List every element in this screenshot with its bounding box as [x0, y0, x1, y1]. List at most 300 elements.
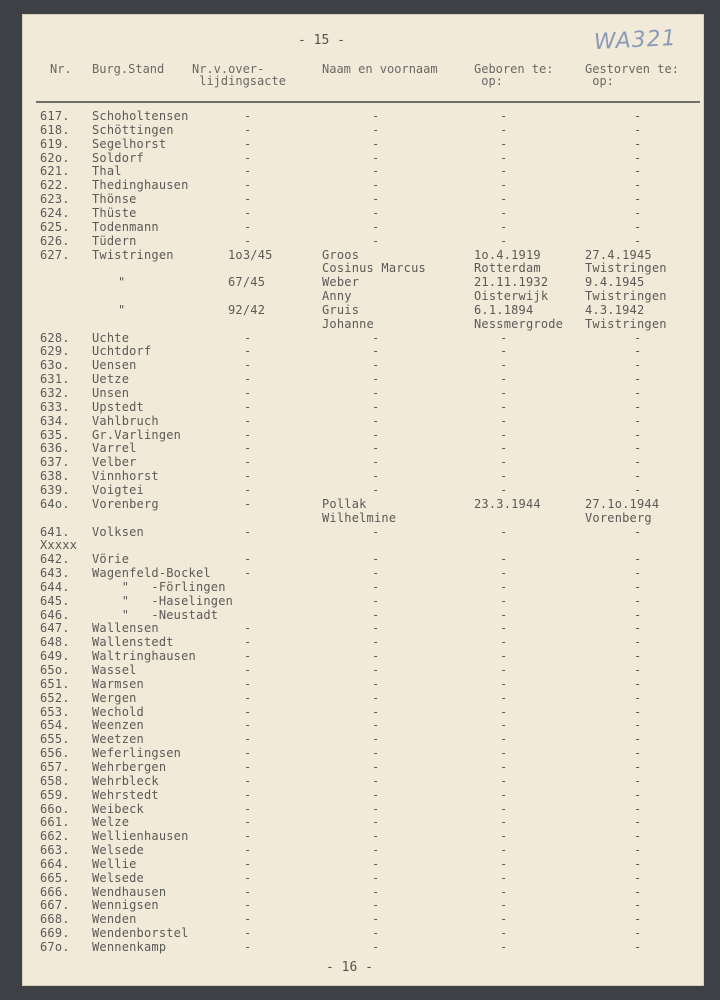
row-naam: - [372, 358, 380, 373]
row-akte: - [244, 815, 252, 830]
row-gestorven: - [634, 192, 642, 207]
row-akte: - [244, 940, 252, 954]
row-gestorven: 9.4.1945 [585, 275, 645, 290]
row-gestorven: - [634, 150, 642, 165]
row-geboren: - [500, 205, 508, 220]
row-number: 621. [40, 164, 70, 179]
row-place: Varrel [92, 441, 137, 456]
row-place: Welze [92, 815, 130, 830]
row-geboren: - [500, 358, 508, 373]
row-number: 67o. [40, 940, 70, 954]
row-naam: Anny [322, 289, 352, 304]
header-rule [36, 101, 700, 103]
row-number: 652. [40, 690, 70, 705]
row-geboren: - [500, 912, 508, 927]
row-naam: - [372, 621, 380, 636]
row-akte: - [244, 178, 252, 193]
row-geboren: - [500, 787, 508, 802]
row-place: Vorenberg [92, 496, 159, 511]
row-naam: - [372, 178, 380, 193]
row-naam: - [372, 441, 380, 456]
row-akte: - [244, 829, 252, 844]
row-number: 662. [40, 829, 70, 844]
row-place: Wehrbleck [92, 773, 159, 788]
row-gestorven: 27.4.1945 [585, 247, 652, 262]
row-place: Wassel [92, 663, 137, 677]
row-number: 659. [40, 787, 70, 802]
row-naam: - [372, 469, 380, 484]
row-akte: - [244, 413, 252, 428]
row-place: " [118, 275, 126, 290]
row-place: Uchtdorf [92, 344, 152, 359]
row-akte: - [244, 732, 252, 747]
row-number: 63o. [40, 358, 70, 373]
row-number: 641. [40, 524, 70, 539]
row-naam: - [372, 787, 380, 802]
header-naam: Naam en voornaam [322, 62, 438, 76]
row-number: 669. [40, 926, 70, 941]
row-number: 631. [40, 372, 70, 387]
row-number: 643. [40, 566, 70, 581]
row-akte: - [244, 469, 252, 484]
row-number: 65o. [40, 663, 70, 677]
row-gestorven: - [634, 164, 642, 179]
handwritten-reference: WA321 [593, 25, 678, 56]
row-akte: - [244, 801, 252, 816]
row-geboren: - [500, 372, 508, 387]
row-naam: - [372, 219, 380, 234]
row-naam: - [372, 122, 380, 137]
row-gestorven: - [634, 427, 642, 442]
row-place: Weferlingsen [92, 746, 182, 761]
row-place: " -Förlingen [92, 579, 226, 594]
row-akte: - [244, 524, 252, 539]
row-place: Wechold [92, 704, 144, 719]
row-gestorven: - [634, 178, 642, 193]
row-geboren: - [500, 732, 508, 747]
row-number: 623. [40, 192, 70, 207]
row-gestorven: - [634, 773, 642, 788]
row-geboren: - [500, 676, 508, 691]
row-naam: - [372, 898, 380, 913]
row-geboren: - [500, 233, 508, 248]
row-gestorven: - [634, 399, 642, 414]
row-geboren: - [500, 621, 508, 636]
row-geboren: 21.11.1932 [474, 275, 549, 290]
row-naam: - [372, 635, 380, 650]
row-geboren: - [500, 759, 508, 774]
row-gestorven: - [634, 579, 642, 594]
row-naam: - [372, 109, 380, 123]
row-number: 646. [40, 607, 70, 622]
row-akte: - [244, 330, 252, 345]
row-number: 622. [40, 178, 70, 193]
row-naam: - [372, 593, 380, 608]
row-naam: - [372, 552, 380, 567]
row-place: Uchte [92, 330, 130, 345]
row-geboren: - [500, 607, 508, 622]
row-geboren: - [500, 856, 508, 871]
row-number: 629. [40, 344, 70, 359]
row-number: 617. [40, 109, 70, 123]
row-place: Twistringen [92, 247, 174, 262]
row-number: 636. [40, 441, 70, 456]
row-place: Wenden [92, 912, 137, 927]
row-naam: - [372, 413, 380, 428]
row-naam: Wilhelmine [322, 510, 397, 525]
row-place: Thal [92, 164, 122, 179]
row-number: 633. [40, 399, 70, 414]
row-number: 651. [40, 676, 70, 691]
row-number: 665. [40, 870, 70, 885]
row-gestorven: - [634, 109, 642, 123]
row-naam: - [372, 856, 380, 871]
row-geboren: - [500, 649, 508, 664]
row-akte: - [244, 455, 252, 470]
row-naam: Gruis [322, 302, 360, 317]
row-akte: - [244, 898, 252, 913]
row-naam: - [372, 926, 380, 941]
row-naam: - [372, 330, 380, 345]
row-number: 639. [40, 482, 70, 497]
row-akte: - [244, 704, 252, 719]
row-gestorven: - [634, 593, 642, 608]
row-naam: Cosinus Marcus [322, 261, 426, 276]
row-geboren: Oisterwijk [474, 289, 549, 304]
row-akte: 92/42 [228, 302, 266, 317]
row-geboren: - [500, 122, 508, 137]
row-geboren: - [500, 469, 508, 484]
row-gestorven: - [634, 233, 642, 248]
header-akte: Nr.v.over- lijdingsacte [192, 62, 286, 88]
row-place: " -Neustadt [92, 607, 219, 622]
row-naam: - [372, 870, 380, 885]
row-gestorven: 4.3.1942 [585, 302, 645, 317]
row-gestorven: - [634, 635, 642, 650]
row-geboren: - [500, 746, 508, 761]
row-naam: - [372, 205, 380, 220]
row-place: Todenmann [92, 219, 159, 234]
row-naam: - [372, 718, 380, 733]
row-number: 638. [40, 469, 70, 484]
row-geboren: - [500, 940, 508, 954]
row-geboren: - [500, 815, 508, 830]
row-number: 618. [40, 122, 70, 137]
row-geboren: - [500, 704, 508, 719]
row-geboren: - [500, 552, 508, 567]
row-number: 655. [40, 732, 70, 747]
row-naam: - [372, 233, 380, 248]
row-geboren: - [500, 441, 508, 456]
row-gestorven: - [634, 843, 642, 858]
row-gestorven: - [634, 870, 642, 885]
row-place: Wallenstedt [92, 635, 174, 650]
row-number: 62o. [40, 150, 70, 165]
row-naam: - [372, 815, 380, 830]
row-geboren: - [500, 455, 508, 470]
row-akte: - [244, 912, 252, 927]
row-place: Welsede [92, 843, 144, 858]
row-naam: - [372, 940, 380, 954]
row-geboren: 1o.4.1919 [474, 247, 541, 262]
row-gestorven: - [634, 940, 642, 954]
row-gestorven: - [634, 801, 642, 816]
row-akte: - [244, 787, 252, 802]
row-akte: 67/45 [228, 275, 266, 290]
row-gestorven: - [634, 912, 642, 927]
row-gestorven: - [634, 344, 642, 359]
row-naam: - [372, 690, 380, 705]
row-geboren: - [500, 109, 508, 123]
row-gestorven: 27.1o.1944 [585, 496, 660, 511]
row-naam: - [372, 829, 380, 844]
row-akte: - [244, 109, 252, 123]
row-akte: - [244, 773, 252, 788]
row-akte: - [244, 552, 252, 567]
row-gestorven: - [634, 829, 642, 844]
row-gestorven: - [634, 205, 642, 220]
row-gestorven: Twistringen [585, 316, 667, 331]
row-place: Tüdern [92, 233, 137, 248]
row-naam: - [372, 192, 380, 207]
row-geboren: - [500, 829, 508, 844]
row-gestorven: - [634, 386, 642, 400]
row-number: 637. [40, 455, 70, 470]
row-number: 642. [40, 552, 70, 567]
row-place: " -Haselingen [92, 593, 234, 608]
row-geboren: - [500, 524, 508, 539]
row-geboren: - [500, 884, 508, 899]
row-geboren: - [500, 843, 508, 858]
row-number: 66o. [40, 801, 70, 816]
row-gestorven: Twistringen [585, 289, 667, 304]
row-akte: - [244, 122, 252, 137]
row-akte: - [244, 718, 252, 733]
row-gestorven: - [634, 621, 642, 636]
row-geboren: - [500, 386, 508, 400]
row-place: Vörie [92, 552, 130, 567]
row-naam: Pollak [322, 496, 367, 511]
row-number: 627. [40, 247, 70, 262]
row-place: Upstedt [92, 399, 144, 414]
row-geboren: - [500, 870, 508, 885]
row-naam: - [372, 746, 380, 761]
row-number: 653. [40, 704, 70, 719]
row-gestorven: - [634, 746, 642, 761]
row-place: Wehrstedt [92, 787, 159, 802]
row-place: Wergen [92, 690, 137, 705]
row-geboren: - [500, 926, 508, 941]
row-naam: - [372, 843, 380, 858]
row-naam: - [372, 164, 380, 179]
row-akte: - [244, 759, 252, 774]
row-gestorven: Vorenberg [585, 510, 652, 525]
row-place: Schoholtensen [92, 109, 189, 123]
row-place: Uetze [92, 372, 130, 387]
row-akte: - [244, 635, 252, 650]
row-gestorven: - [634, 926, 642, 941]
row-geboren: - [500, 801, 508, 816]
row-place: Thüste [92, 205, 137, 220]
row-number: 654. [40, 718, 70, 733]
row-naam: - [372, 649, 380, 664]
row-place: Weetzen [92, 732, 144, 747]
row-akte: - [244, 136, 252, 151]
row-place: Wellienhausen [92, 829, 189, 844]
row-akte: - [244, 164, 252, 179]
row-akte: - [244, 690, 252, 705]
row-naam: - [372, 801, 380, 816]
row-place: Unsen [92, 386, 130, 400]
row-akte: - [244, 344, 252, 359]
row-number: 664. [40, 856, 70, 871]
row-akte: - [244, 663, 252, 677]
row-place: Wennenkamp [92, 940, 167, 954]
row-gestorven: - [634, 856, 642, 871]
row-gestorven: - [634, 330, 642, 345]
row-akte: - [244, 372, 252, 387]
row-place: Wendhausen [92, 884, 167, 899]
row-place: Voigtei [92, 482, 144, 497]
row-place: " [118, 302, 126, 317]
row-place: Thedinghausen [92, 178, 189, 193]
row-gestorven: - [634, 607, 642, 622]
row-place: Velber [92, 455, 137, 470]
row-akte: - [244, 219, 252, 234]
row-gestorven: - [634, 759, 642, 774]
row-naam: - [372, 455, 380, 470]
row-akte: - [244, 205, 252, 220]
row-geboren: 6.1.1894 [474, 302, 534, 317]
row-number: 619. [40, 136, 70, 151]
row-gestorven: - [634, 884, 642, 899]
row-akte: - [244, 621, 252, 636]
row-gestorven: - [634, 441, 642, 456]
row-naam: - [372, 372, 380, 387]
row-geboren: Nessmergrode [474, 316, 564, 331]
row-geboren: - [500, 663, 508, 677]
row-number: 658. [40, 773, 70, 788]
row-number: 661. [40, 815, 70, 830]
row-place: Vahlbruch [92, 413, 159, 428]
row-place: Wagenfeld-Bockel [92, 566, 211, 581]
row-geboren: 23.3.1944 [474, 496, 541, 511]
row-naam: - [372, 524, 380, 539]
row-geboren: - [500, 219, 508, 234]
row-akte: - [244, 482, 252, 497]
row-place: Wallensen [92, 621, 159, 636]
row-akte: - [244, 566, 252, 581]
row-akte: - [244, 746, 252, 761]
row-geboren: - [500, 178, 508, 193]
row-number: 645. [40, 593, 70, 608]
row-akte: - [244, 884, 252, 899]
row-naam: - [372, 399, 380, 414]
row-geboren: - [500, 413, 508, 428]
row-geboren: - [500, 718, 508, 733]
row-place: Weibeck [92, 801, 144, 816]
row-number: 625. [40, 219, 70, 234]
row-akte: - [244, 441, 252, 456]
row-gestorven: - [634, 552, 642, 567]
row-naam: - [372, 344, 380, 359]
row-number: 632. [40, 386, 70, 400]
row-naam: Weber [322, 275, 360, 290]
row-number: 663. [40, 843, 70, 858]
row-place: Segelhorst [92, 136, 167, 151]
header-nr: Nr. [50, 62, 72, 76]
row-number: 668. [40, 912, 70, 927]
row-naam: - [372, 566, 380, 581]
row-gestorven: - [634, 649, 642, 664]
row-naam: - [372, 773, 380, 788]
row-akte: - [244, 358, 252, 373]
row-akte: - [244, 856, 252, 871]
row-gestorven: Twistringen [585, 261, 667, 276]
row-gestorven: - [634, 676, 642, 691]
row-akte: - [244, 676, 252, 691]
header-burg-stand: Burg.Stand [92, 62, 165, 76]
row-place: Soldorf [92, 150, 144, 165]
row-number: 667. [40, 898, 70, 913]
row-akte: 1o3/45 [228, 247, 273, 262]
row-geboren: Rotterdam [474, 261, 541, 276]
row-geboren: - [500, 399, 508, 414]
row-number: 626. [40, 233, 70, 248]
row-naam: - [372, 427, 380, 442]
row-place: Waltringhausen [92, 649, 196, 664]
row-gestorven: - [634, 358, 642, 373]
row-number: Xxxxx [40, 538, 78, 553]
row-gestorven: - [634, 219, 642, 234]
page-number-bottom: - 16 - [326, 960, 373, 975]
row-naam: - [372, 732, 380, 747]
row-number: 64o. [40, 496, 70, 511]
page-number-top: - 15 - [298, 33, 345, 48]
row-naam: - [372, 912, 380, 927]
row-geboren: - [500, 192, 508, 207]
row-gestorven: - [634, 372, 642, 387]
row-place: Schöttingen [92, 122, 174, 137]
row-number: 657. [40, 759, 70, 774]
row-geboren: - [500, 136, 508, 151]
row-number: 634. [40, 413, 70, 428]
row-place: Wennigsen [92, 898, 159, 913]
row-akte: - [244, 386, 252, 400]
row-geboren: - [500, 482, 508, 497]
row-number: 624. [40, 205, 70, 220]
row-geboren: - [500, 344, 508, 359]
row-gestorven: - [634, 732, 642, 747]
row-gestorven: - [634, 898, 642, 913]
row-number: 649. [40, 649, 70, 664]
row-place: Uensen [92, 358, 137, 373]
row-akte: - [244, 843, 252, 858]
row-number: 656. [40, 746, 70, 761]
row-gestorven: - [634, 663, 642, 677]
header-gestorven: Gestorven te: op: [585, 62, 679, 88]
row-akte: - [244, 496, 252, 511]
row-naam: - [372, 704, 380, 719]
row-naam: Johanne [322, 316, 374, 331]
row-place: Gr.Varlingen [92, 427, 182, 442]
row-place: Thönse [92, 192, 137, 207]
row-geboren: - [500, 898, 508, 913]
row-place: Wellie [92, 856, 137, 871]
row-geboren: - [500, 690, 508, 705]
row-number: 628. [40, 330, 70, 345]
row-naam: - [372, 482, 380, 497]
